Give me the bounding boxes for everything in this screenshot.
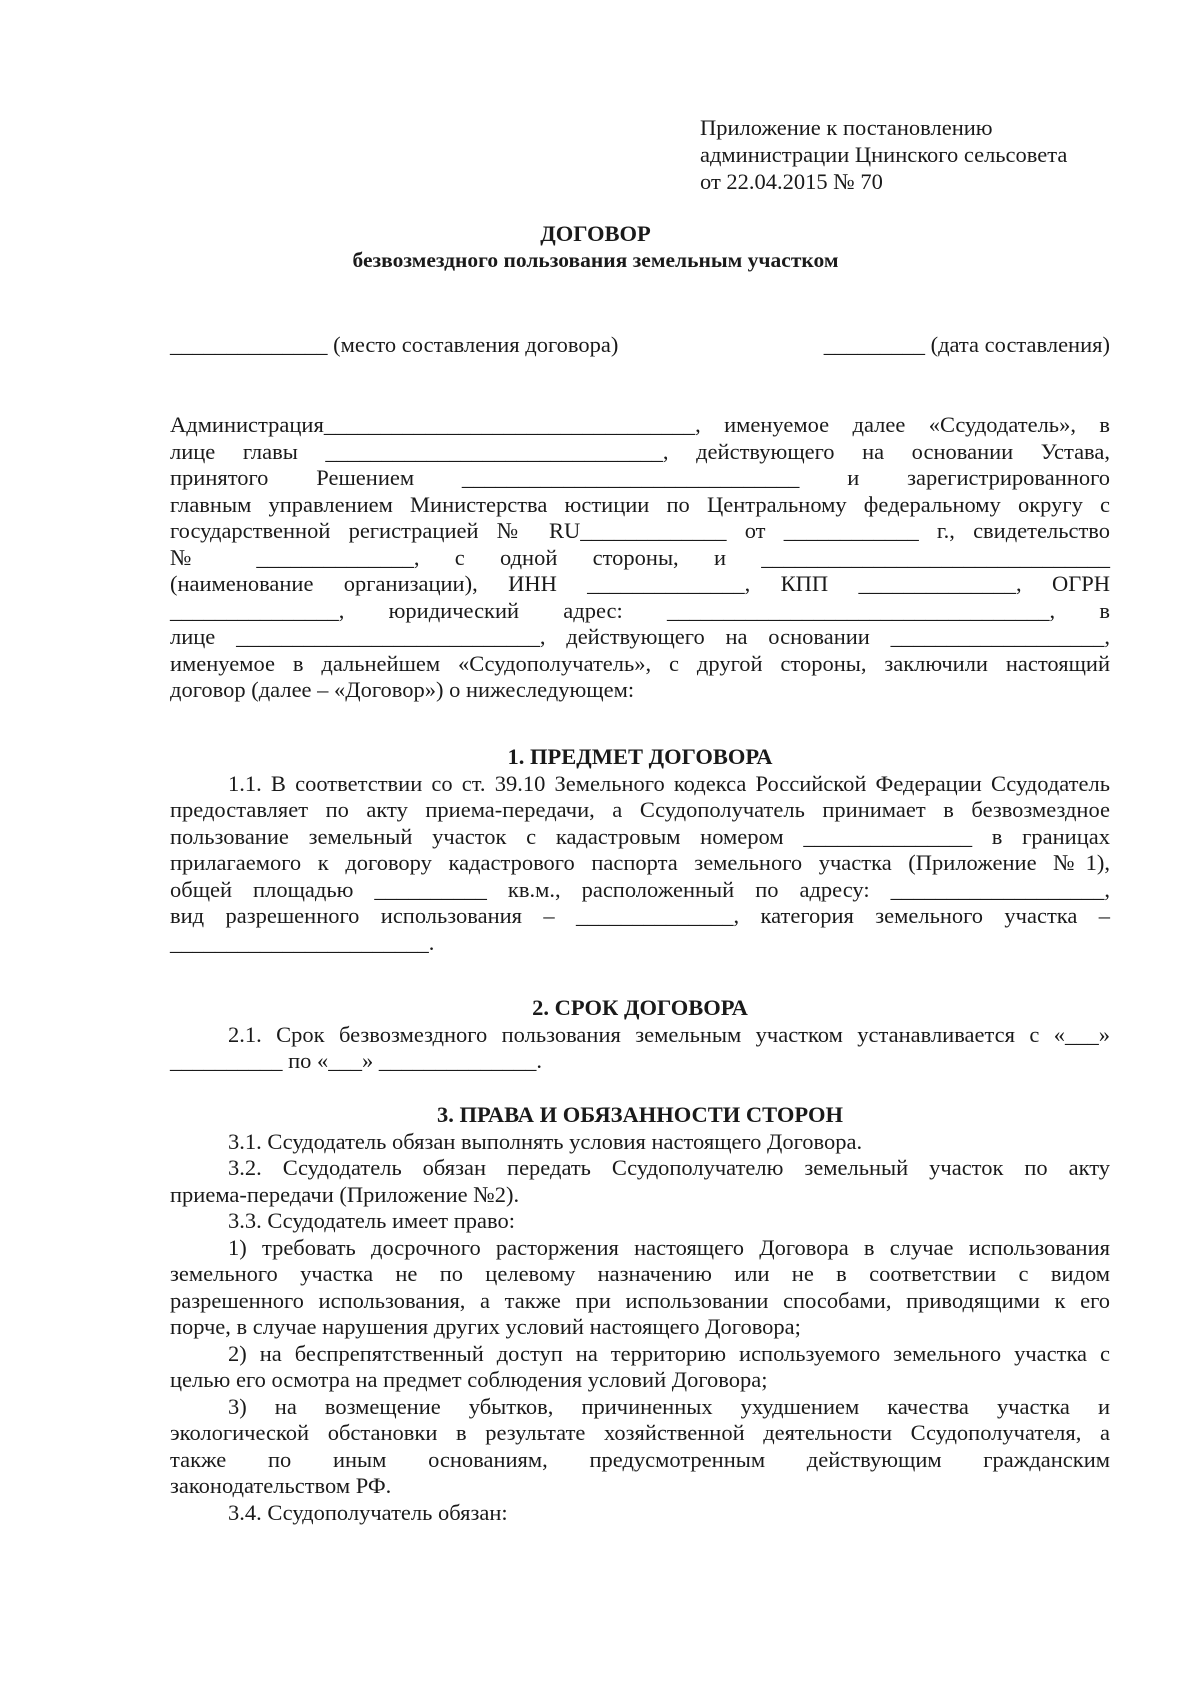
clause-line: вид разрешенного использования – ______________, категория земельного участка – — [170, 903, 1110, 928]
clause-line: 3.1. Ссудодатель обязан выполнять условия настоящего Договора. — [228, 1128, 863, 1154]
preamble-line: именуемое в дальнейшем «Ссудополучатель», с другой стороны, заключили настоящий — [170, 650, 1110, 676]
title-subtitle: безвозмездного пользования земельным участком — [352, 248, 839, 272]
preamble-line: договор (далее – «Договор») о нижеследующем: — [170, 677, 635, 702]
clause-line: приема-передачи (Приложение №2). — [170, 1181, 520, 1207]
date-field — [824, 332, 1110, 359]
date-blank: _________ — [823, 332, 925, 357]
clause-line: прилагаемого к договору кадастрового паспорта земельного участка (Приложение №1), — [170, 850, 1110, 875]
clause-line: 1) требовать досрочного расторжения настоящего Договора в случае использования — [228, 1234, 1110, 1260]
clause-line: _______________________. — [170, 929, 435, 955]
preamble-line: № ______________, с одной стороны, и _______________________________ — [170, 544, 1110, 570]
clause-line: пользование земельный участок с кадастровым номером _______________ в границах — [170, 823, 1110, 849]
place-date-line — [170, 332, 1110, 359]
clause-line: 3.4. Ссудополучатель обязан: — [228, 1499, 508, 1525]
place-blank: ______________ — [170, 332, 328, 357]
clause-line: 2.1. Срок безвозмездного пользования земельным участком устанавливается с «___» — [228, 1021, 1110, 1047]
clause-line: 2) на беспрепятственный доступ на территорию используемого земельного участка с — [228, 1340, 1110, 1366]
preamble-line: Администрация_________________________________, именуемое далее «Ссудодатель», в — [170, 412, 1110, 437]
section-3-heading: 3. ПРАВА И ОБЯЗАННОСТИ СТОРОН — [437, 1102, 843, 1127]
clause-line: земельного участка не по целевому назначению или не в соответствии с видом — [170, 1261, 1110, 1286]
appendix-line-3: от 22.04.2015 № 70 — [700, 169, 883, 194]
clause-line: целью его осмотра на предмет соблюдения условий Договора; — [170, 1367, 768, 1392]
clause-line: 3.2. Ссудодатель обязан передать Ссудополучателю земельный участок по акту — [228, 1155, 1110, 1180]
clause-line: также по иным основаниям, предусмотренным действующим гражданским — [170, 1446, 1110, 1472]
document-title — [0, 220, 1191, 274]
section-3 — [170, 1102, 1110, 1526]
clause-line: 3.3. Ссудодатель имеет право: — [228, 1208, 515, 1233]
clause-line: 3) на возмещение убытков, причиненных ухудшением качества участка и — [228, 1393, 1110, 1419]
clause-line: порче, в случае нарушения других условий настоящего Договора; — [170, 1314, 801, 1339]
preamble-line: лице главы ______________________________, действующего на основании Устава, — [170, 438, 1110, 464]
clause-line: экологической обстановки в результате хозяйственной деятельности Ссудополучателя, а — [170, 1420, 1110, 1445]
clause-line: 1.1. В соответствии со ст. 39.10 Земельного кодекса Российской Федерации Ссудодатель — [228, 770, 1110, 796]
preamble-line: (наименование организации), ИНН ______________, КПП ______________, ОГРН — [170, 571, 1110, 596]
appendix-note — [700, 114, 1067, 195]
place-label: (место составления договора) — [333, 332, 619, 357]
preamble-line: _______________, юридический адрес: __________________________________, в — [170, 597, 1110, 623]
preamble-line: лице ___________________________, действующего на основании ___________________, — [170, 624, 1110, 649]
clause-line: разрешенного использования, а также при использовании способами, приводящими к его — [170, 1287, 1110, 1313]
section-2 — [170, 995, 1110, 1075]
section-2-heading: 2. СРОК ДОГОВОРА — [532, 995, 748, 1020]
clause-line: предоставляет по акту приема-передачи, а Ссудополучатель принимает в безвозмездное — [170, 797, 1110, 822]
preamble-line: принятого Решением ______________________________ и зарегистрированного — [170, 465, 1110, 490]
title-main: ДОГОВОР — [540, 221, 651, 246]
date-label: (дата составления) — [930, 332, 1110, 357]
section-1 — [170, 744, 1110, 956]
clause-line: общей площадью __________ кв.м., расположенный по адресу: ___________________, — [170, 876, 1110, 902]
section-1-heading: 1. ПРЕДМЕТ ДОГОВОРА — [507, 744, 773, 769]
clause-line: законодательством РФ. — [170, 1473, 392, 1498]
clause-line: __________ по «___» ______________. — [170, 1048, 543, 1073]
preamble-line: государственной регистрацией № RU_____________ от ____________ г., свидетельство — [170, 518, 1110, 543]
appendix-line-1: Приложение к постановлению — [700, 115, 993, 140]
preamble — [170, 412, 1110, 704]
preamble-line: главным управлением Министерства юстиции по Центральному федеральному округу с — [170, 491, 1110, 517]
appendix-line-2: администрации Цнинского сельсовета — [700, 142, 1068, 167]
